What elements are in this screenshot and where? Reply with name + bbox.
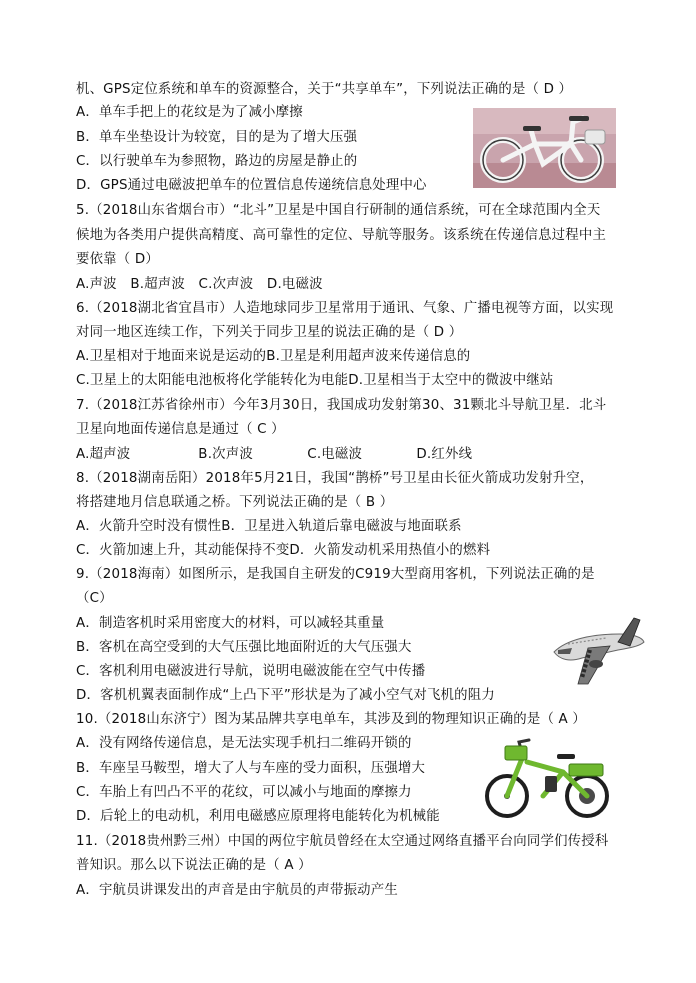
text-line: A.超声波 B.次声波 C.电磁波 D.红外线 — [76, 447, 473, 462]
text-line: 9.（2018海南）如图所示，是我国自主研发的C919大型商用客机，下列说法正确的是 — [76, 567, 595, 582]
text-line: B．单车坐垫设计为较宽，目的是为了增大压强 — [76, 130, 358, 145]
text-line: B．车座呈马鞍型，增大了人与车座的受力面积，压强增大 — [76, 761, 426, 776]
text-line: 机、GPS定位系统和单车的资源整合，关于“共享单车”，下列说法正确的是（ D ） — [76, 82, 573, 97]
text-line: A.声波 B.超声波 C.次声波 D.电磁波 — [76, 277, 323, 292]
text-line: 10.（2018山东济宁）图为某品牌共享电单车，其涉及到的物理知识正确的是（ A ） — [76, 712, 586, 727]
text-line: A．宇航员讲课发出的声音是由宇航员的声带振动产生 — [76, 883, 398, 898]
text-line: 11.（2018贵州黔三州）中国的两位宇航员曾经在太空通过网络直播平台向同学们传授科 — [76, 834, 609, 849]
text-line: C．客机利用电磁波进行导航，说明电磁波能在空气中传播 — [76, 664, 426, 679]
text-line: A．没有网络传递信息，是无法实现手机扫二维码开锁的 — [76, 736, 412, 751]
text-line: C．车胎上有凹凸不平的花纹，可以减小与地面的摩擦力 — [76, 785, 412, 800]
text-line: 要依靠（ D） — [76, 252, 159, 267]
text-line: （C） — [76, 591, 113, 606]
shared-bicycle-photo — [473, 108, 616, 188]
text-line: 普知识。那么以下说法正确的是（ A ） — [76, 858, 312, 873]
text-line: D．GPS通过电磁波把单车的位置信息传递统信息处理中心 — [76, 178, 427, 193]
text-line: A．制造客机时采用密度大的材料，可以减轻其重量 — [76, 616, 385, 631]
text-line: A．火箭升空时没有惯性B．卫星进入轨道后靠电磁波与地面联系 — [76, 519, 462, 534]
shared-electric-bicycle-photo — [483, 732, 611, 822]
text-line: D．客机机翼表面制作成“上凸下平”形状是为了减小空气对飞机的阻力 — [76, 688, 495, 703]
c919-airliner-photo — [548, 612, 648, 694]
text-line: 5.（2018山东省烟台市）“北斗”卫星是中国自行研制的通信系统，可在全球范围内全天 — [76, 203, 601, 218]
text-line: C．以行驶单车为参照物，路边的房屋是静止的 — [76, 154, 358, 169]
text-line: C．火箭加速上升，其动能保持不变D．火箭发动机采用热值小的燃料 — [76, 543, 491, 558]
text-line: A．单车手把上的花纹是为了减小摩擦 — [76, 105, 303, 120]
text-line: A.卫星相对于地面来说是运动的B.卫星是利用超声波来传递信息的 — [76, 349, 471, 364]
text-line: 6.（2018湖北省宜昌市）人造地球同步卫星常用于通讯、气象、广播电视等方面，以实现 — [76, 301, 614, 316]
text-line: B．客机在高空受到的大气压强比地面附近的大气压强大 — [76, 640, 412, 655]
text-line: 将搭建地月信息联通之桥。下列说法正确的是（ B ） — [76, 495, 394, 510]
text-line: D．后轮上的电动机，利用电磁感应原理将电能转化为机械能 — [76, 809, 440, 824]
text-line: 7.（2018江苏省徐州市）今年3月30日，我国成功发射第30、31颗北斗导航卫星．北斗 — [76, 398, 607, 413]
text-line: 8.（2018湖南岳阳）2018年5月21日，我国“鹊桥”号卫星由长征火箭成功发射升空， — [76, 471, 594, 486]
text-line: 对同一地区连续工作，下列关于同步卫星的说法正确的是（ D ） — [76, 325, 463, 340]
text-line: 卫星向地面传递信息是通过（ C ） — [76, 422, 285, 437]
text-line: C.卫星上的太阳能电池板将化学能转化为电能D.卫星相当于太空中的微波中继站 — [76, 373, 554, 388]
text-line: 候地为各类用户提供高精度、高可靠性的定位、导航等服务。该系统在传递信息过程中主 — [76, 228, 607, 243]
